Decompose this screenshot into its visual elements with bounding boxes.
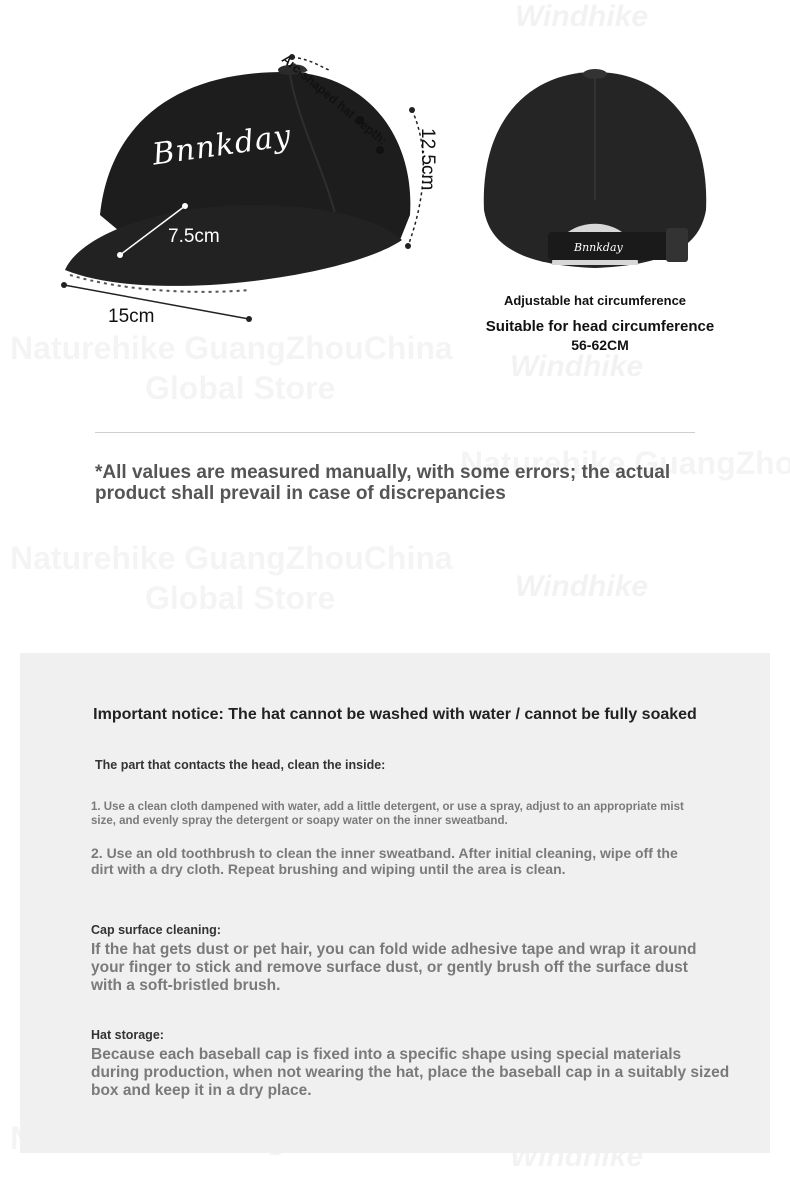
strap-logo: Bnnkday	[574, 241, 623, 254]
brim-depth-value: 7.5cm	[168, 226, 220, 247]
measurement-lines	[40, 0, 440, 340]
head-circumference-caption: Suitable for head circumference	[485, 318, 715, 335]
adjustable-caption: Adjustable hat circumference	[503, 293, 687, 308]
care-notice-title: Important notice: The hat cannot be washed with water / cannot be fully soaked	[93, 706, 697, 723]
watermark-logo: Windhike	[510, 1140, 644, 1173]
hat-back-illustration	[470, 60, 720, 290]
surface-cleaning-heading: Cap surface cleaning:	[91, 923, 221, 937]
head-circumference-range: 56-62CM	[571, 337, 629, 353]
watermark-logo: Windhike	[515, 570, 649, 603]
watermark-logo: Windhike	[510, 350, 644, 383]
watermark-store	[145, 370, 335, 407]
care-panel	[20, 653, 770, 1153]
hat-storage-text: Because each baseball cap is fixed into a specific shape using special materials during production, when not wearing the hat, place the baseball cap in a suitably sized box and keep it in a dry place.	[91, 1046, 730, 1099]
embroidered-logo: Bnnkday	[150, 118, 294, 173]
brim-width-value: 15cm	[108, 306, 155, 327]
measurement-disclaimer: *All values are measured manually, with some errors; the actual product shall prevail in case of discrepancies	[95, 462, 671, 504]
inside-cleaning-step1: 1. Use a clean cloth dampened with water, add a little detergent, or use a spray, adjust to an appropriate mist size, and evenly spray the detergent or soapy water on the inner sweatband.	[91, 801, 684, 827]
inside-cleaning-step2: 2. Use an old toothbrush to clean the inner sweatband. After initial cleaning, wipe off the dirt with a dry cloth. Repeat brushing and wiping until the area is clean.	[91, 845, 678, 877]
inside-cleaning-heading: The part that contacts the head, clean the inside:	[95, 758, 386, 772]
height-value: 12.5cm	[417, 128, 438, 191]
depth-label: Arc-shaped hat depth:	[279, 52, 390, 148]
divider	[95, 432, 695, 433]
hat-front-view	[40, 0, 440, 340]
hat-back-view	[470, 60, 720, 290]
hat-storage-heading: Hat storage:	[91, 1028, 164, 1042]
watermark-store	[145, 580, 335, 617]
watermark-store	[10, 540, 453, 577]
watermark-logo: Windhike	[515, 0, 649, 33]
surface-cleaning-text: If the hat gets dust or pet hair, you can fold wide adhesive tape and wrap it around your finger to stick and remove surface dust, or gently brush off the surface dust with a soft-bristled brush.	[91, 941, 697, 994]
